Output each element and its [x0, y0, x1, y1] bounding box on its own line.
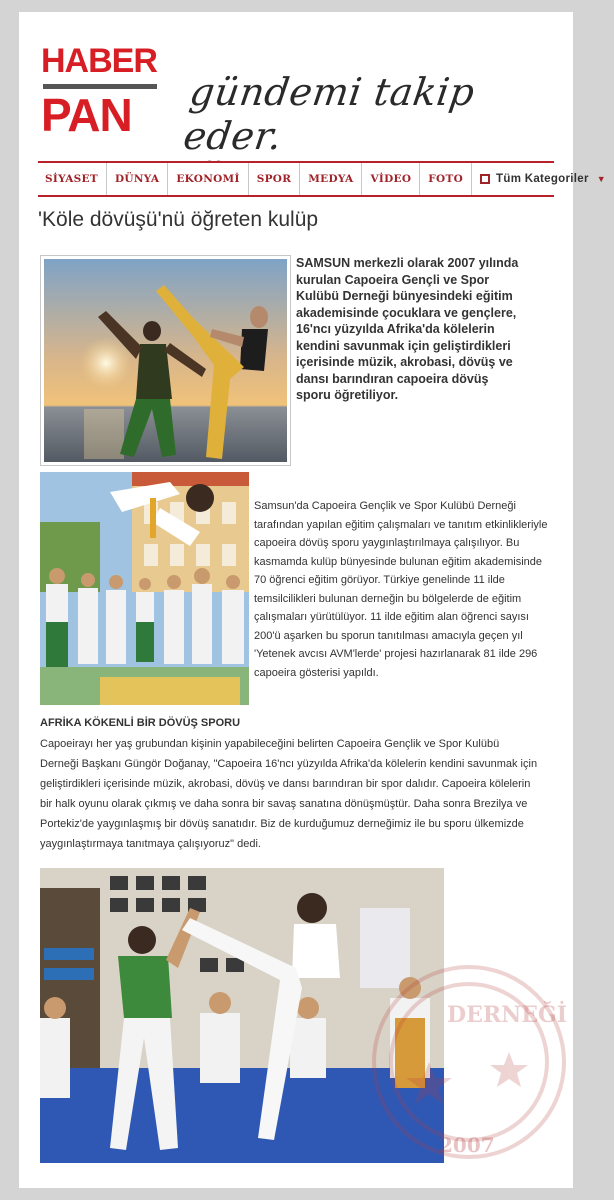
article-paragraph-1: Samsun'da Capoeira Gençlik ve Spor Kulübü Derneği tarafından yapılan eğitim çalışmaları ve tanıtım etkinlikleriyle capoeira dövüş sporu yaygınlaştırılmaya çalışılıyor. Bu kasmamda kulüp bünyesinde bulunan eğitim akademisinde 70 öğrenci eğitim görüyor. Türkiye genelinde 11 ilde temsilcilikleri bulunan derneğin bu bölgelerde de eğitim çalışmaları yürütülüyor. 11 ilde eğitim alan öğrenci sayısı 200'ü aşarken bu sporun tanıtılması amacıyla geçen yıl 'Yetenek avcısı AVM'lerde' projesi hazırlanarak 81 ilde 296 capoeira gösterisi yapıldı. — [254, 500, 548, 679]
watermark-text: DERNEĞİ — [447, 1002, 568, 1028]
article-title: 'Köle dövüşü'nü öğreten kulüp — [38, 208, 319, 231]
nav-item-video[interactable]: VİDEO — [361, 163, 419, 195]
nav-item-dunya[interactable]: DÜNYA — [106, 163, 167, 195]
article-lead: SAMSUN merkezli olarak 2007 yılında kurulan Capoeira Gençli ve Spor Kulübü Derneği bünyesindeki eğitim akademisinde çocuklara ve gençlere, 16'ncı yüzyılda Afrika'da kölelerin kendini savunmak için geliştirdikleri içerisinde müzik, akrobasi, dövüş ve dansı barındıran capoeira dövüş sporu öğretiliyor. — [296, 256, 519, 402]
categories-icon — [480, 174, 490, 184]
watermark-year: 2007 — [439, 1133, 495, 1157]
article-photo-group — [40, 472, 249, 705]
categories-dropdown[interactable] — [471, 163, 614, 195]
nav-item-ekonomi[interactable]: EKONOMİ — [167, 163, 247, 195]
article-subheading: AFRİKA KÖKENLİ BİR DÖVÜŞ SPORU — [40, 717, 241, 729]
nav-item-siyaset[interactable]: SİYASET — [45, 173, 98, 185]
logo-bottom-text: PAN — [41, 89, 132, 141]
nav-item-spor[interactable]: SPOR — [248, 163, 300, 195]
main-nav — [38, 161, 606, 197]
logo-top-text: HABER — [41, 42, 157, 80]
club-seal-watermark — [359, 952, 568, 1177]
nav-item-foto[interactable]: FOTO — [419, 163, 471, 195]
site-slogan: gündemi takip eder. — [180, 70, 478, 158]
page — [19, 12, 606, 1188]
article-photo-sunset — [40, 255, 291, 466]
chevron-down-icon: ▼ — [596, 174, 606, 184]
categories-label: Tüm Kategoriler — [496, 173, 589, 185]
article-paragraph-2: Capoeirayı her yaş grubundan kişinin yapabileceğini belirten Capoeira Gençlik ve Spor Kulübü Derneği Başkanı Güngör Doğanay, "Capoeira 16'ncı yüzyılda Afrika'da kölelerin kendini savunmak için geliştirdikleri içerisinde müzik, akrobasi, dövüş ve dansı barındıran bir spor dalıdır. Capoeira kölelerin bir halk oyunu olarak çıkmış ve daha sonra bir savaş sanatına dönüşmüştür. Daha sonra Brezilya ve Portekiz'de yaygınlaşmış bir dövüş sanatıdır. Biz de kurduğumuz derneğimiz ile bu sporu ülkemizde yaygınlaştırmaya tanıtmaya çalışıyoruz" dedi. — [40, 738, 538, 850]
nav-item-medya[interactable]: MEDYA — [299, 163, 361, 195]
